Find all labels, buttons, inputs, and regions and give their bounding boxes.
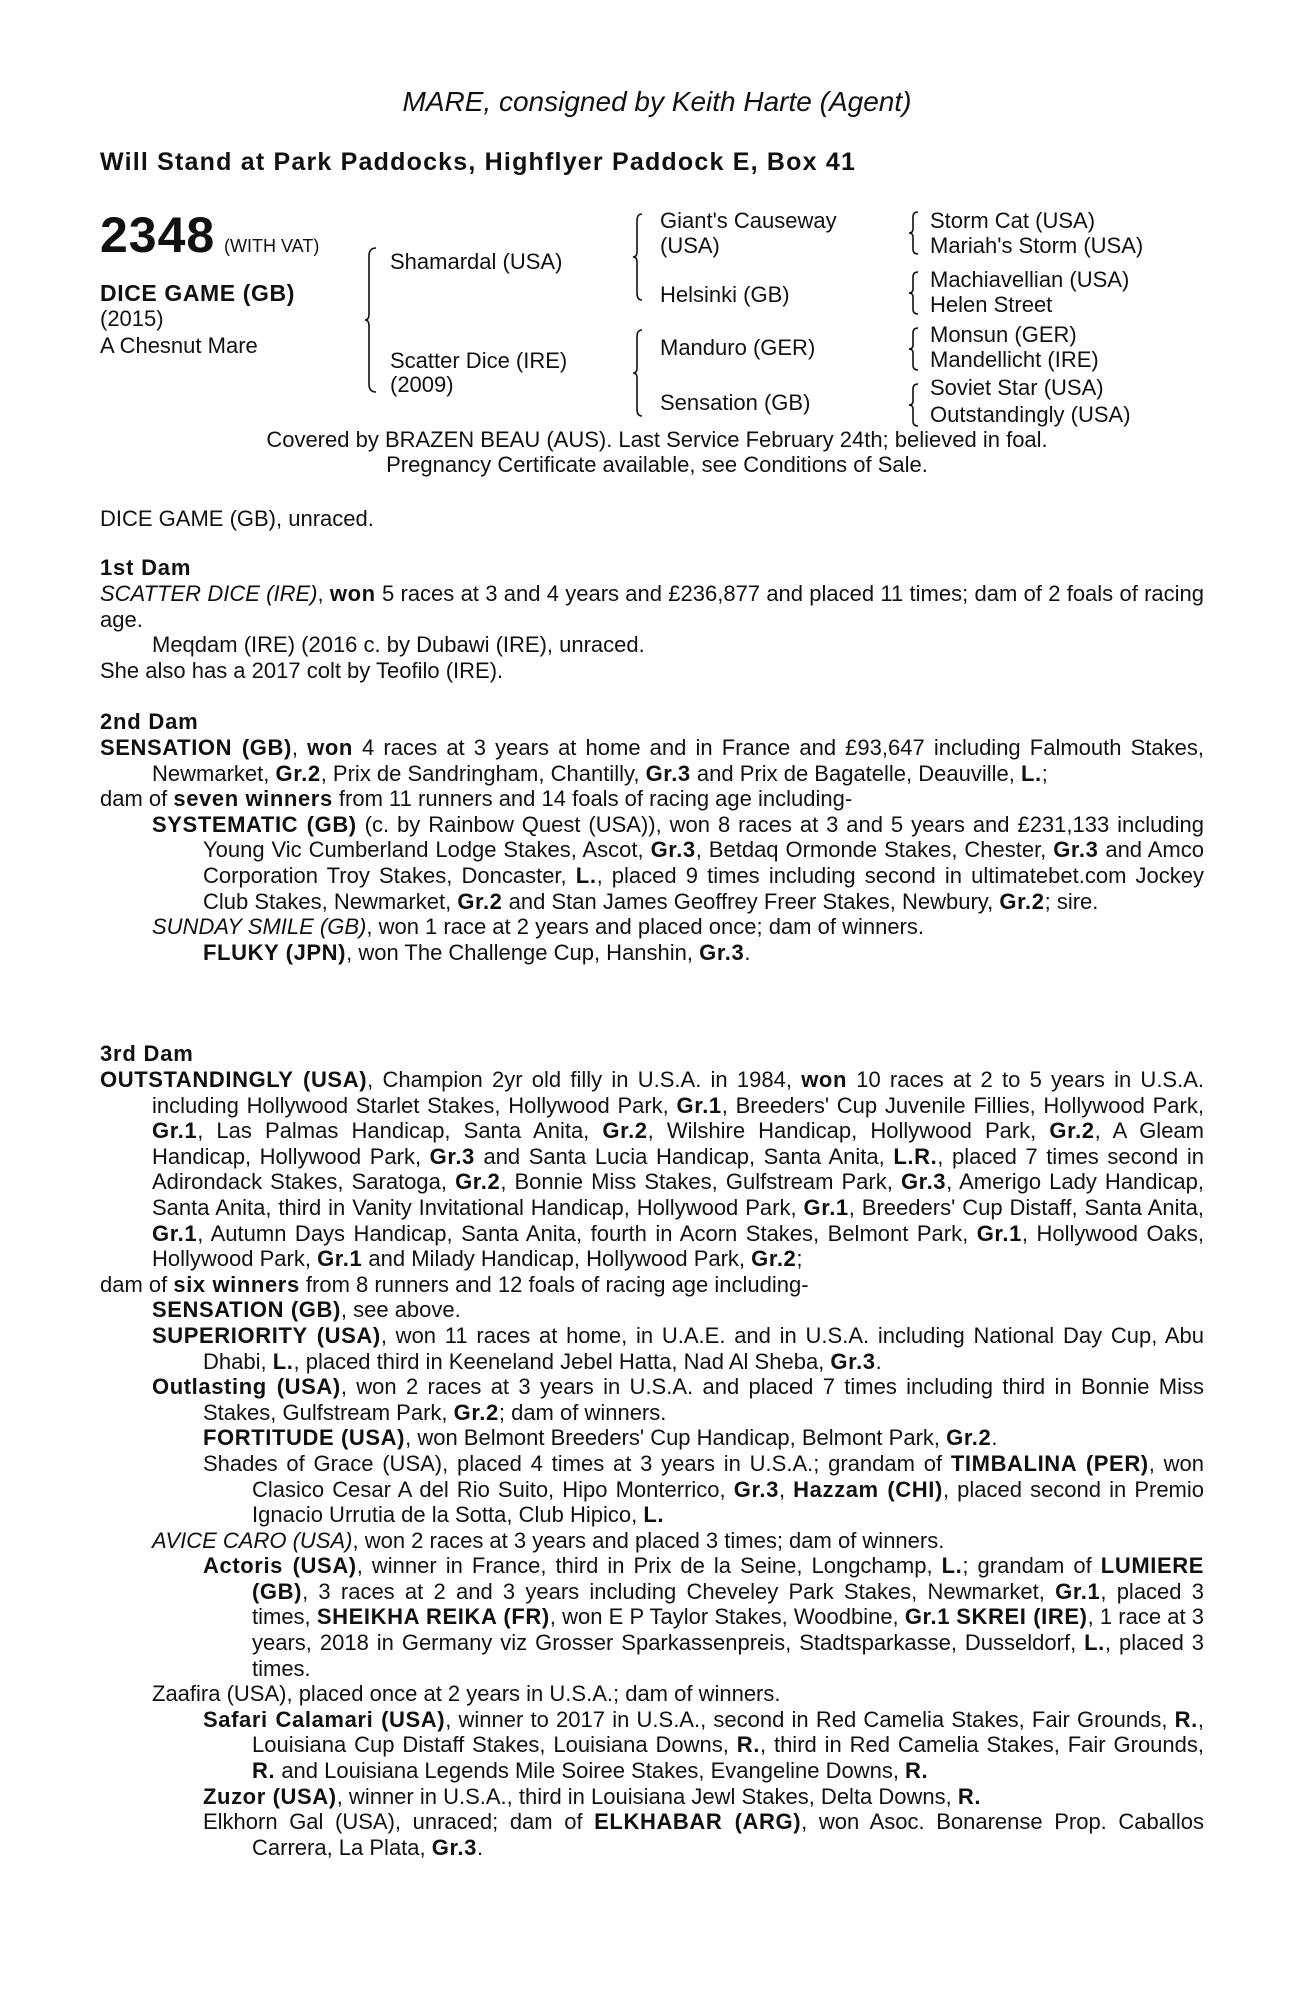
consignor-heading: MARE, consigned by Keith Harte (Agent) — [402, 86, 912, 117]
text: dam of — [100, 1271, 174, 1297]
pedigree-dsd: Mandellicht (IRE) — [930, 347, 1099, 372]
text: , — [778, 1476, 794, 1502]
text: , won 2 races at 3 years and placed 3 times; dam of winners. — [352, 1527, 945, 1553]
produce-systematic — [100, 812, 1204, 914]
pedigree-dam: Scatter Dice (IRE) — [390, 348, 568, 373]
text: , 3 races at 2 and 3 years including Cheveley Park Stakes, Newmarket, — [302, 1578, 1056, 1604]
produce-name: Outlasting (USA) — [152, 1374, 341, 1400]
pedigree-brace-dam — [632, 328, 644, 423]
text: Shades of Grace (USA), placed 4 times at 3 years in U.S.A.; grandam of — [203, 1450, 951, 1476]
text: , placed 9 times including second in ultimatebet.com Jockey Club Stakes, Newmarket, — [203, 862, 1204, 914]
text: , won 1 race at 2 years and placed once; dam of winners. — [366, 914, 924, 940]
produce-actoris — [100, 1553, 1204, 1681]
produce-sensation — [100, 1297, 1204, 1323]
grade: Gr.1 — [904, 1604, 951, 1630]
text: ; sire. — [1044, 888, 1099, 914]
produce-superiority — [100, 1323, 1204, 1374]
grade: Gr.2 — [999, 888, 1045, 914]
text: ; grandam of — [962, 1553, 1101, 1579]
lot-number: 2348 — [100, 207, 216, 263]
produce-zaafira: Zaafira (USA), placed once at 2 years in U.S.A.; dam of winners. — [152, 1681, 781, 1707]
second-dam-produce-summary — [100, 786, 1204, 812]
grade: Gr.2 — [457, 888, 503, 914]
pedigree-brace-4 — [908, 382, 920, 433]
pedigree-sdd: Helen Street — [930, 292, 1053, 317]
produce-name: SYSTEMATIC (GB) — [152, 811, 357, 837]
produce-name: LUMIERE (GB) — [252, 1553, 1204, 1604]
text: , won E P Taylor Stakes, Woodbine, — [549, 1604, 905, 1630]
grade: R. — [736, 1732, 760, 1758]
won-label: won — [801, 1067, 847, 1092]
first-dam-name: SCATTER DICE (IRE) — [100, 581, 318, 606]
pedigree-sire-dam: Helsinki (GB) — [660, 282, 790, 307]
grade: L. — [272, 1348, 294, 1374]
pedigree-brace-1 — [908, 210, 920, 261]
text: and Santa Lucia Handicap, Santa Anita, — [474, 1143, 894, 1169]
pedigree-dam-year: (2009) — [390, 372, 454, 397]
pregnancy-note: Pregnancy Certificate available, see Conditions of Sale. — [386, 452, 928, 477]
produce-sunday-smile — [100, 914, 1204, 940]
text: . — [744, 939, 751, 965]
second-dam-section — [100, 709, 1204, 965]
text: , Wilshire Handicap, Hollywood Park, — [647, 1118, 1050, 1144]
horse-name: DICE GAME (GB) — [100, 280, 295, 306]
text: ; — [1041, 760, 1048, 786]
third-dam-record — [100, 1067, 1204, 1272]
grade: Gr.2 — [275, 760, 321, 786]
horse-summary: DICE GAME (GB), unraced. — [100, 506, 374, 531]
text: and Milady Handicap, Hollywood Park, — [362, 1246, 752, 1272]
won-label: won — [329, 581, 376, 606]
text: , Hollywood Oaks, Hollywood Park, — [152, 1220, 1204, 1272]
text: 10 races at 2 to 5 years in U.S.A. including Hollywood Starlet Stakes, Hollywood Park, — [152, 1067, 1205, 1118]
grade: Gr.1 — [676, 1092, 722, 1118]
grade: R. — [905, 1758, 929, 1784]
text: , — [317, 581, 330, 606]
text: , Prix de Sandringham, Chantilly, — [320, 760, 646, 786]
text: , Champion 2yr old filly in U.S.A. in 1984, — [367, 1067, 802, 1092]
third-dam-name: OUTSTANDINGLY (USA) — [100, 1067, 368, 1092]
pedigree-brace-sire — [632, 212, 644, 307]
text: , see above. — [340, 1297, 461, 1323]
produce-fluky — [100, 940, 1204, 966]
second-dam-record — [100, 735, 1204, 786]
produce-name: SUPERIORITY (USA) — [152, 1322, 381, 1348]
produce-name: SHEIKHA REIKA (FR) — [316, 1604, 550, 1630]
produce-name: FLUKY (JPN) — [203, 939, 347, 965]
grade: Gr.2 — [602, 1118, 648, 1144]
text: , placed 3 times, — [252, 1578, 1204, 1630]
produce-name: SUNDAY SMILE (GB) — [152, 914, 367, 940]
grade: Gr.1 — [1055, 1578, 1101, 1604]
grade: L. — [1084, 1630, 1105, 1656]
produce-shades-of-grace — [100, 1451, 1204, 1528]
third-dam-heading: 3rd Dam — [100, 1041, 194, 1066]
produce-name: Zuzor (USA) — [203, 1783, 337, 1809]
text: , placed second in Premio Ignacio Urrutia de la Sotta, Club Hipico, — [252, 1476, 1205, 1528]
pedigree-sire-sire-country: (USA) — [660, 233, 720, 258]
first-dam-heading: 1st Dam — [100, 555, 192, 580]
text: from 8 runners and 12 foals of racing age including- — [299, 1271, 809, 1297]
text: 4 races at 3 years at home and in France and £93,647 including Falmouth Stakes, Newmarket, — [152, 735, 1204, 786]
pedigree-dss: Monsun (GER) — [930, 322, 1077, 347]
text: . — [875, 1348, 882, 1374]
text: (c. by Rainbow Quest (USA)), won 8 races at 3 and 5 years and £231,133 including Young Vic Cumberland Lodge Stakes, Ascot, — [203, 811, 1204, 863]
produce-name: Safari Calamari (USA) — [203, 1706, 446, 1732]
text: , Betdaq Ormonde Stakes, Chester, — [695, 837, 1054, 863]
text: and Amco Corporation Troy Stakes, Doncaster, — [203, 837, 1204, 888]
grade: L. — [643, 1502, 665, 1528]
grade: Gr.3 — [733, 1476, 779, 1502]
third-dam-produce-summary — [100, 1272, 1204, 1298]
grade: Gr.2 — [1049, 1118, 1095, 1144]
text: , Bonnie Miss Stakes, Gulfstream Park, — [500, 1169, 901, 1195]
pedigree-brace-2 — [908, 270, 920, 321]
produce-name: Actoris (USA) — [203, 1553, 357, 1579]
text: and Stan James Geoffrey Freer Stakes, Newbury, — [502, 888, 1000, 914]
text: , Breeders' Cup Distaff, Santa Anita, — [848, 1194, 1204, 1220]
grade: Gr.2 — [453, 1399, 499, 1425]
text: from 11 runners and 14 foals of racing age including- — [332, 786, 853, 812]
grade: Gr.3 — [900, 1169, 947, 1195]
pedigree-dam-dam: Sensation (GB) — [660, 390, 811, 415]
text: , Breeders' Cup Juvenile Fillies, Hollywood Park, — [721, 1092, 1204, 1118]
pedigree-dam-sire: Manduro (GER) — [660, 335, 816, 360]
third-dam-section — [100, 1041, 1204, 1860]
vat-note: (WITH VAT) — [224, 236, 320, 256]
text: , placed 3 times. — [252, 1630, 1204, 1681]
foaling-year: (2015) — [100, 306, 164, 331]
text: , A Gleam Handicap, Hollywood Park, — [152, 1118, 1204, 1169]
winners-count: six winners — [173, 1271, 300, 1297]
produce-name: SENSATION (GB) — [152, 1297, 341, 1323]
first-dam-produce: Meqdam (IRE) (2016 c. by Dubawi (IRE), unraced. — [152, 632, 645, 658]
text: and Prix de Bagatelle, Deauville, — [690, 760, 1021, 786]
pedigree-sds: Machiavellian (USA) — [930, 267, 1130, 292]
text: , — [291, 735, 308, 760]
produce-fortitude — [100, 1425, 1204, 1451]
covered-note: Covered by BRAZEN BEAU (AUS). Last Service February 24th; believed in foal. — [266, 427, 1048, 452]
text: , won Clasico Cesar A del Rio Suito, Hipo Monterrico, — [252, 1450, 1204, 1502]
produce-name: SKREI (IRE) — [956, 1604, 1088, 1630]
grade: L.R. — [893, 1143, 938, 1169]
text: Elkhorn Gal (USA), unraced; dam of — [203, 1809, 595, 1835]
text: , won 2 races at 3 years in U.S.A. and placed 7 times including third in Bonnie Miss Stakes, Gulfstream Park, — [203, 1374, 1205, 1425]
text: , Las Palmas Handicap, Santa Anita, — [197, 1118, 603, 1144]
text: 5 races at 3 and 4 years and £236,877 and placed 11 times; dam of 2 foals of racing age. — [100, 581, 1205, 632]
text: . — [991, 1425, 998, 1451]
text: and Louisiana Legends Mile Soiree Stakes, Evangeline Downs, — [275, 1758, 906, 1784]
stand-location-heading: Will Stand at Park Paddocks, Highflyer Paddock E, Box 41 — [100, 148, 857, 176]
first-dam-record — [100, 581, 1204, 632]
first-dam-also: She also has a 2017 colt by Teofilo (IRE). — [100, 657, 504, 683]
text: , 1 race at 3 years, 2018 in Germany viz Grosser Sparkassenpreis, Stadtsparkasse, Dusseldorf, — [252, 1604, 1204, 1656]
produce-name: FORTITUDE (USA) — [203, 1425, 406, 1451]
pedigree-sss: Storm Cat (USA) — [930, 208, 1096, 233]
grade: R. — [252, 1758, 276, 1784]
text: , winner in U.S.A., third in Louisiana Jewl Stakes, Delta Downs, — [336, 1783, 958, 1809]
grade: Gr.2 — [455, 1169, 501, 1195]
text: ; dam of winners. — [498, 1399, 667, 1425]
grade: Gr.2 — [751, 1246, 797, 1272]
text: , won 11 races at home, in U.A.E. and in U.S.A. including National Day Cup, Abu Dhabi, — [203, 1322, 1204, 1374]
grade: Gr.1 — [152, 1118, 198, 1144]
second-dam-heading: 2nd Dam — [100, 709, 199, 734]
horse-description: A Chesnut Mare — [100, 333, 258, 358]
produce-name: ELKHABAR (ARG) — [594, 1809, 802, 1835]
grade: R. — [957, 1783, 982, 1809]
grade: Gr.1 — [317, 1246, 363, 1272]
grade: Gr.2 — [946, 1425, 992, 1451]
grade: Gr.1 — [976, 1220, 1022, 1246]
grade: L. — [941, 1553, 963, 1579]
produce-avice-caro — [100, 1528, 1204, 1554]
produce-outlasting — [100, 1374, 1204, 1425]
text: dam of — [100, 786, 174, 812]
text: , Autumn Days Handicap, Santa Anita, fourth in Acorn Stakes, Belmont Park, — [197, 1220, 977, 1246]
text: , winner to 2017 in U.S.A., second in Red Camelia Stakes, Fair Grounds, — [445, 1706, 1175, 1732]
grade: R. — [1174, 1706, 1198, 1732]
pedigree-brace-generation-1 — [364, 246, 378, 399]
grade: Gr.3 — [645, 760, 691, 786]
produce-name: AVICE CARO (USA) — [152, 1527, 353, 1553]
text: , won Belmont Breeders' Cup Handicap, Belmont Park, — [405, 1425, 947, 1451]
text: , placed 7 times second in Adirondack Stakes, Saratoga, — [152, 1143, 1204, 1195]
text: , placed third in Keeneland Jebel Hatta, Nad Al Sheba, — [293, 1348, 831, 1374]
pedigree-ssd: Mariah's Storm (USA) — [930, 233, 1144, 258]
pedigree-ddd: Outstandingly (USA) — [930, 402, 1131, 427]
produce-zuzor — [100, 1784, 1204, 1810]
text: , won Asoc. Bonarense Prop. Caballos Carrera, La Plata, — [252, 1809, 1204, 1860]
grade: Gr.3 — [650, 837, 696, 863]
won-label: won — [307, 735, 353, 760]
grade: L. — [1020, 760, 1042, 786]
grade: Gr.3 — [429, 1143, 475, 1169]
second-dam-name: SENSATION (GB) — [100, 735, 292, 760]
text: ; — [796, 1246, 803, 1272]
produce-safari-calamari — [100, 1707, 1204, 1784]
text: , Louisiana Cup Distaff Stakes, Louisiana Downs, — [252, 1706, 1204, 1758]
grade: Gr.3 — [830, 1348, 876, 1374]
pedigree-brace-3 — [908, 326, 920, 377]
text: , winner in France, third in Prix de la Seine, Longchamp, — [356, 1553, 942, 1579]
text: , Amerigo Lady Handicap, Santa Anita, third in Vanity Invitational Handicap, Hollywood Park, — [152, 1169, 1204, 1220]
pedigree-sire: Shamardal (USA) — [390, 249, 563, 274]
text: . — [476, 1834, 484, 1860]
text: , won The Challenge Cup, Hanshin, — [346, 939, 700, 965]
grade: L. — [575, 862, 597, 888]
grade: Gr.3 — [431, 1834, 477, 1860]
first-dam-section — [100, 555, 1204, 683]
produce-name: TIMBALINA (PER) — [950, 1450, 1149, 1476]
grade: Gr.3 — [1053, 837, 1099, 863]
pedigree-dds: Soviet Star (USA) — [930, 375, 1104, 400]
grade: Gr.1 — [152, 1220, 198, 1246]
produce-elkhorn-gal — [100, 1809, 1204, 1860]
pedigree-sire-sire: Giant's Causeway — [660, 208, 837, 233]
grade: Gr.1 — [803, 1194, 849, 1220]
winners-count: seven winners — [173, 786, 333, 812]
produce-name: Hazzam (CHI) — [793, 1476, 943, 1502]
text: , third in Red Camelia Stakes, Fair Grounds, — [759, 1732, 1205, 1758]
grade: Gr.3 — [699, 939, 745, 965]
